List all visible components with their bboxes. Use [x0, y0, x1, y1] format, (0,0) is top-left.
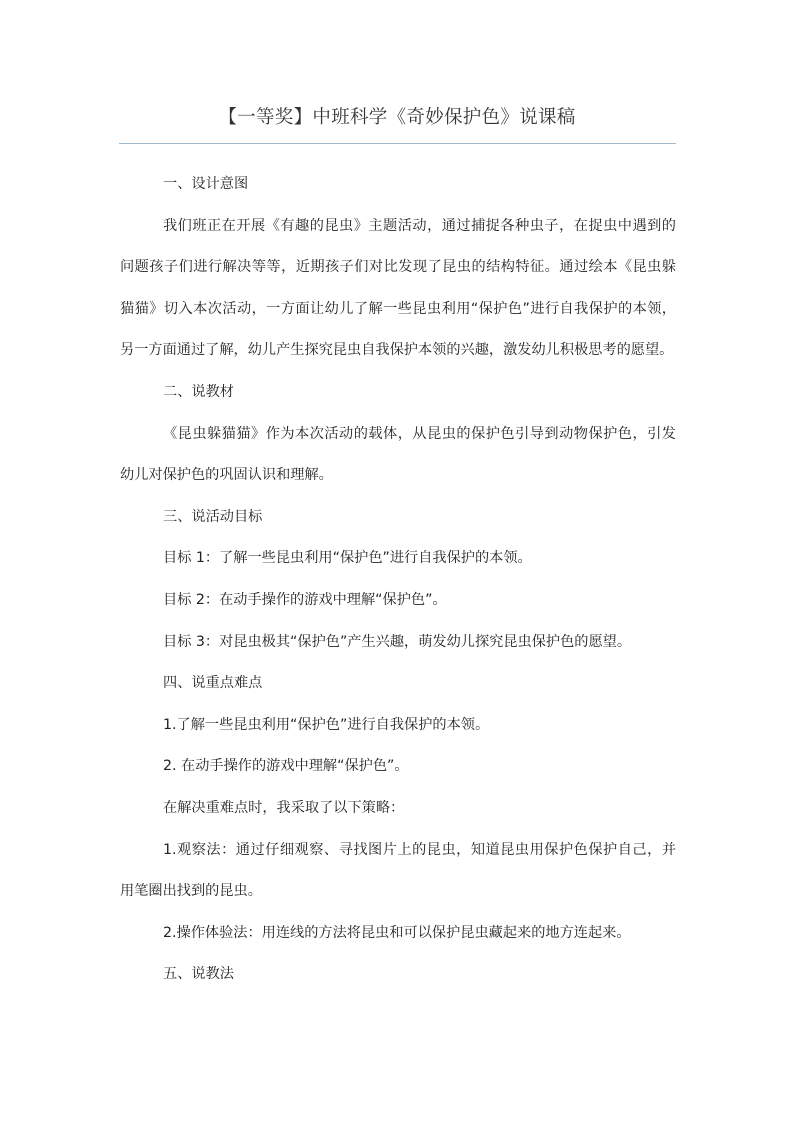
document-title: 【一等奖】中班科学《奇妙保护色》说课稿	[218, 107, 576, 128]
document-body	[120, 173, 676, 1005]
text-line: 目标 3：对昆虫极其“保护色”产生兴趣，萌发幼儿探究昆虫保护色的愿望。	[163, 633, 632, 650]
paragraph	[120, 714, 676, 756]
paragraph	[120, 381, 676, 423]
paragraph	[120, 589, 676, 631]
text-line: 幼儿对保护色的巩固认识和理解。	[120, 467, 333, 484]
paragraph	[120, 173, 676, 215]
text-line: 猫猫》切入本次活动，一方面让幼儿了解一些昆虫利用“保护色”进行自我保护的本领，	[120, 300, 676, 317]
text-line: 我们班正在开展《有趣的昆虫》主题活动，通过捕捉各种虫子，在捉虫中遇到的	[163, 217, 676, 234]
text-line: 四、说重点难点	[163, 675, 263, 692]
paragraph	[120, 672, 676, 714]
text-line: 五、说教法	[163, 966, 234, 983]
paragraph	[120, 547, 676, 589]
text-line: 2.操作体验法：用连线的方法将昆虫和可以保护昆虫藏起来的地方连起来。	[163, 924, 631, 941]
text-line: 二、说教材	[163, 383, 234, 400]
text-line: 目标 2：在动手操作的游戏中理解“保护色”。	[163, 591, 447, 608]
paragraph	[120, 963, 676, 1005]
paragraph	[120, 839, 676, 922]
paragraph	[120, 631, 676, 673]
paragraph	[120, 922, 676, 964]
paragraph	[120, 506, 676, 548]
text-line: 另一方面通过了解，幼儿产生探究昆虫自我保护本领的兴趣，激发幼儿积极思考的愿望。	[120, 342, 674, 359]
text-line: 《昆虫躲猫猫》作为本次活动的载体，从昆虫的保护色引导到动物保护色，引发	[163, 425, 676, 442]
text-line: 2. 在动手操作的游戏中理解“保护色”。	[163, 758, 409, 775]
paragraph	[120, 797, 676, 839]
title-divider	[119, 143, 676, 144]
text-line: 用笔圈出找到的昆虫。	[120, 883, 262, 900]
text-line: 目标 1：了解一些昆虫利用“保护色”进行自我保护的本领。	[163, 550, 532, 567]
text-line: 问题孩子们进行解决等等，近期孩子们对比发现了昆虫的结构特征。通过绘本《昆虫躲	[120, 259, 676, 276]
text-line: 1.了解一些昆虫利用“保护色”进行自我保护的本领。	[163, 716, 490, 733]
paragraph	[120, 755, 676, 797]
text-line: 在解决重难点时，我采取了以下策略：	[163, 799, 405, 816]
paragraph	[120, 215, 676, 381]
text-line: 一、设计意图	[163, 176, 249, 192]
text-line: 1.观察法：通过仔细观察、寻找图片上的昆虫，知道昆虫用保护色保护自己，并	[163, 841, 676, 858]
paragraph	[120, 423, 676, 506]
text-line: 三、说活动目标	[163, 508, 263, 525]
